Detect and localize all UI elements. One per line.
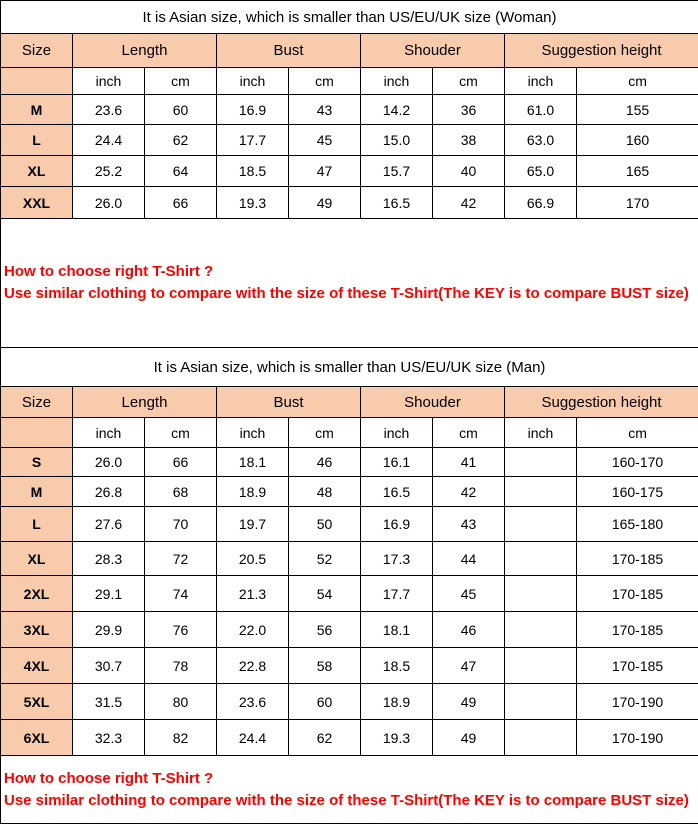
woman-cell: 16.9 [217, 95, 289, 125]
man-cell: 66 [145, 448, 217, 477]
man-cell: 56 [289, 612, 361, 648]
man-cell: 62 [289, 720, 361, 756]
man-table-row [1, 648, 698, 684]
man-table-title: It is Asian size, which is smaller than US/EU/UK size (Man) [1, 348, 698, 387]
man-size-label: 6XL [1, 720, 73, 756]
man-cell: 16.1 [361, 448, 433, 477]
woman-cell: 42 [433, 187, 505, 219]
woman-unit-inch: inch [73, 68, 145, 95]
man-cell: 28.3 [73, 542, 145, 576]
man-cell: 46 [289, 448, 361, 477]
woman-cell: 165 [577, 156, 698, 187]
man-header-shoulder: Shouder [361, 387, 505, 418]
woman-cell: 62 [145, 125, 217, 156]
man-cell: 48 [289, 477, 361, 507]
man-cell [505, 477, 577, 507]
woman-cell: 15.0 [361, 125, 433, 156]
woman-cell: 49 [289, 187, 361, 219]
man-table-row [1, 477, 698, 507]
man-header-size: Size [1, 387, 73, 418]
man-cell: 43 [433, 507, 505, 542]
man-cell: 170-185 [577, 648, 698, 684]
man-cell [505, 612, 577, 648]
woman-unit-cm: cm [433, 68, 505, 95]
woman-unit-inch: inch [361, 68, 433, 95]
man-cell: 170-185 [577, 612, 698, 648]
woman-cell: 25.2 [73, 156, 145, 187]
woman-cell: 170 [577, 187, 698, 219]
woman-header-suggestion-height: Suggestion height [505, 34, 698, 68]
man-cell: 44 [433, 542, 505, 576]
man-cell: 18.1 [217, 448, 289, 477]
man-cell [505, 576, 577, 612]
woman-cell: 36 [433, 95, 505, 125]
man-cell: 165-180 [577, 507, 698, 542]
man-cell: 68 [145, 477, 217, 507]
woman-cell: 61.0 [505, 95, 577, 125]
woman-cell: 47 [289, 156, 361, 187]
man-subheader-row [1, 418, 698, 448]
man-title-row [1, 348, 698, 387]
man-cell [505, 507, 577, 542]
man-unit-cm: cm [433, 418, 505, 448]
man-cell: 45 [433, 576, 505, 612]
man-unit-cm: cm [145, 418, 217, 448]
man-unit-inch: inch [217, 418, 289, 448]
woman-cell: 66.9 [505, 187, 577, 219]
woman-table-row [1, 187, 698, 219]
woman-cell: 26.0 [73, 187, 145, 219]
woman-size-label: L [1, 125, 73, 156]
man-cell: 170-190 [577, 720, 698, 756]
woman-table-row [1, 156, 698, 187]
man-cell: 42 [433, 477, 505, 507]
man-header-bust: Bust [217, 387, 361, 418]
man-cell: 18.1 [361, 612, 433, 648]
man-cell: 47 [433, 648, 505, 684]
woman-unit-cm: cm [577, 68, 698, 95]
man-cell: 24.4 [217, 720, 289, 756]
man-cell: 49 [433, 684, 505, 720]
man-table-row [1, 448, 698, 477]
man-table-row [1, 612, 698, 648]
man-cell: 54 [289, 576, 361, 612]
man-table-row [1, 720, 698, 756]
woman-unit-inch: inch [217, 68, 289, 95]
man-size-label: L [1, 507, 73, 542]
man-cell: 78 [145, 648, 217, 684]
man-size-label: S [1, 448, 73, 477]
man-table-row [1, 576, 698, 612]
man-size-label: 2XL [1, 576, 73, 612]
man-table-row [1, 684, 698, 720]
man-cell: 29.9 [73, 612, 145, 648]
man-cell [505, 448, 577, 477]
woman-note [1, 219, 698, 348]
woman-header-row [1, 34, 698, 68]
woman-cell: 43 [289, 95, 361, 125]
man-note [1, 756, 698, 824]
man-cell: 41 [433, 448, 505, 477]
woman-table-title: It is Asian size, which is smaller than US/EU/UK size (Woman) [1, 1, 698, 34]
woman-note-body: Use similar clothing to compare with the size of these T-Shirt(The KEY is to compare BUST size) [4, 283, 695, 305]
woman-header-shoulder: Shouder [361, 34, 505, 68]
woman-size-label: XL [1, 156, 73, 187]
man-cell [505, 684, 577, 720]
man-cell: 29.1 [73, 576, 145, 612]
man-cell: 20.5 [217, 542, 289, 576]
man-cell: 49 [433, 720, 505, 756]
woman-subheader-blank [1, 68, 73, 95]
man-cell: 23.6 [217, 684, 289, 720]
man-cell: 70 [145, 507, 217, 542]
man-cell: 18.5 [361, 648, 433, 684]
woman-size-label: XXL [1, 187, 73, 219]
man-cell [505, 648, 577, 684]
woman-cell: 64 [145, 156, 217, 187]
man-cell: 60 [289, 684, 361, 720]
woman-header-size: Size [1, 34, 73, 68]
man-cell: 21.3 [217, 576, 289, 612]
man-size-label: 3XL [1, 612, 73, 648]
man-cell: 160-175 [577, 477, 698, 507]
woman-unit-cm: cm [289, 68, 361, 95]
woman-cell: 155 [577, 95, 698, 125]
man-note-heading: How to choose right T-Shirt ? [4, 768, 695, 790]
man-cell: 58 [289, 648, 361, 684]
woman-table-row [1, 125, 698, 156]
man-size-label: XL [1, 542, 73, 576]
man-subheader-blank [1, 418, 73, 448]
man-note-row [1, 756, 698, 824]
man-cell: 76 [145, 612, 217, 648]
man-cell: 22.8 [217, 648, 289, 684]
woman-cell: 24.4 [73, 125, 145, 156]
man-header-length: Length [73, 387, 217, 418]
woman-unit-cm: cm [145, 68, 217, 95]
woman-title-row [1, 1, 698, 34]
man-cell: 18.9 [217, 477, 289, 507]
man-cell: 50 [289, 507, 361, 542]
woman-cell: 63.0 [505, 125, 577, 156]
woman-cell: 40 [433, 156, 505, 187]
man-cell: 19.3 [361, 720, 433, 756]
man-cell: 72 [145, 542, 217, 576]
woman-cell: 14.2 [361, 95, 433, 125]
man-cell: 18.9 [361, 684, 433, 720]
man-cell: 22.0 [217, 612, 289, 648]
woman-unit-inch: inch [505, 68, 577, 95]
woman-cell: 19.3 [217, 187, 289, 219]
woman-cell: 16.5 [361, 187, 433, 219]
man-table-row [1, 507, 698, 542]
man-cell: 19.7 [217, 507, 289, 542]
woman-cell: 45 [289, 125, 361, 156]
man-cell: 26.8 [73, 477, 145, 507]
man-header-row [1, 387, 698, 418]
man-cell [505, 542, 577, 576]
woman-cell: 15.7 [361, 156, 433, 187]
man-unit-inch: inch [505, 418, 577, 448]
man-table-row [1, 542, 698, 576]
man-cell: 170-190 [577, 684, 698, 720]
man-size-label: 4XL [1, 648, 73, 684]
woman-table-row [1, 95, 698, 125]
woman-cell: 60 [145, 95, 217, 125]
man-cell: 16.5 [361, 477, 433, 507]
woman-cell: 65.0 [505, 156, 577, 187]
woman-cell: 66 [145, 187, 217, 219]
woman-header-length: Length [73, 34, 217, 68]
man-cell: 46 [433, 612, 505, 648]
man-note-body: Use similar clothing to compare with the size of these T-Shirt(The KEY is to compare BUST size) [4, 790, 695, 812]
man-cell: 32.3 [73, 720, 145, 756]
woman-subheader-row [1, 68, 698, 95]
man-cell: 52 [289, 542, 361, 576]
man-cell: 26.0 [73, 448, 145, 477]
man-unit-inch: inch [73, 418, 145, 448]
man-cell: 17.7 [361, 576, 433, 612]
man-unit-inch: inch [361, 418, 433, 448]
man-cell: 82 [145, 720, 217, 756]
woman-note-heading: How to choose right T-Shirt ? [4, 261, 695, 283]
woman-header-bust: Bust [217, 34, 361, 68]
man-cell [505, 720, 577, 756]
woman-cell: 18.5 [217, 156, 289, 187]
woman-size-label: M [1, 95, 73, 125]
man-cell: 17.3 [361, 542, 433, 576]
man-size-label: 5XL [1, 684, 73, 720]
man-cell: 30.7 [73, 648, 145, 684]
man-header-suggestion-height: Suggestion height [505, 387, 698, 418]
man-unit-cm: cm [289, 418, 361, 448]
man-size-label: M [1, 477, 73, 507]
man-cell: 74 [145, 576, 217, 612]
man-unit-cm: cm [577, 418, 698, 448]
man-cell: 16.9 [361, 507, 433, 542]
man-cell: 31.5 [73, 684, 145, 720]
woman-cell: 17.7 [217, 125, 289, 156]
woman-cell: 23.6 [73, 95, 145, 125]
man-cell: 170-185 [577, 542, 698, 576]
man-cell: 160-170 [577, 448, 698, 477]
man-cell: 27.6 [73, 507, 145, 542]
man-cell: 170-185 [577, 576, 698, 612]
woman-cell: 38 [433, 125, 505, 156]
man-cell: 80 [145, 684, 217, 720]
woman-note-row [1, 219, 698, 348]
woman-cell: 160 [577, 125, 698, 156]
